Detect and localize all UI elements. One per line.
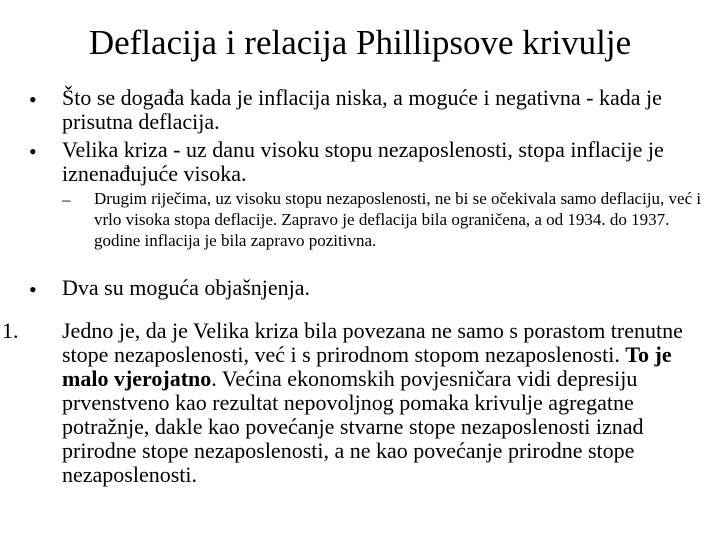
bullet-item-2: Velika kriza - uz danu visoku stopu nezaposlenosti, stopa inflacije je iznenađujuće visoka. [62,137,664,186]
bullet-marker: • [29,277,37,302]
numbered-text-bold: To je malo vjerojatno [62,342,672,391]
numbered-marker: 1. [2,318,19,343]
sub-bullet-dash: – [62,190,71,209]
bullet-marker: • [29,139,37,164]
bullet-marker: • [29,87,37,112]
numbered-text-part1: Jedno je, da je Velika kriza bila povezana ne samo s porastom trenutne stope nezaposlenosti, već i s prirodnom stopom nezaposlenosti. [62,318,683,367]
bullet-item-3: Dva su moguća objašnjenja. [62,275,311,300]
slide-title: Deflacija i relacija Phillipsove krivulje [88,23,632,62]
bullet-item-1: Što se događa kada je inflacija niska, a moguće i negativna - kada je prisutna deflacija. [62,85,662,134]
numbered-item-1 [62,319,720,487]
numbered-text-part2: . Većina ekonomskih povjesničara vidi depresiju prvenstveno kao rezultat nepovoljnog pomaka krivulje agregatne potražnje, dakle kao povećanje stvarne stope nezaposlenosti iznad prirodne stope nezaposlenosti, a ne kao povećanje prirodne stope nezaposlenosti. [62,366,644,487]
sub-bullet-item: Drugim riječima, uz visoku stopu nezaposlenosti, ne bi se očekivala samo deflaciju, već i vrlo visoka stopa deflacije. Zapravo je deflacija bila ograničena, a od 1934. do 1937. godine inflacija je bila zapravo pozitivna. [94,189,702,250]
